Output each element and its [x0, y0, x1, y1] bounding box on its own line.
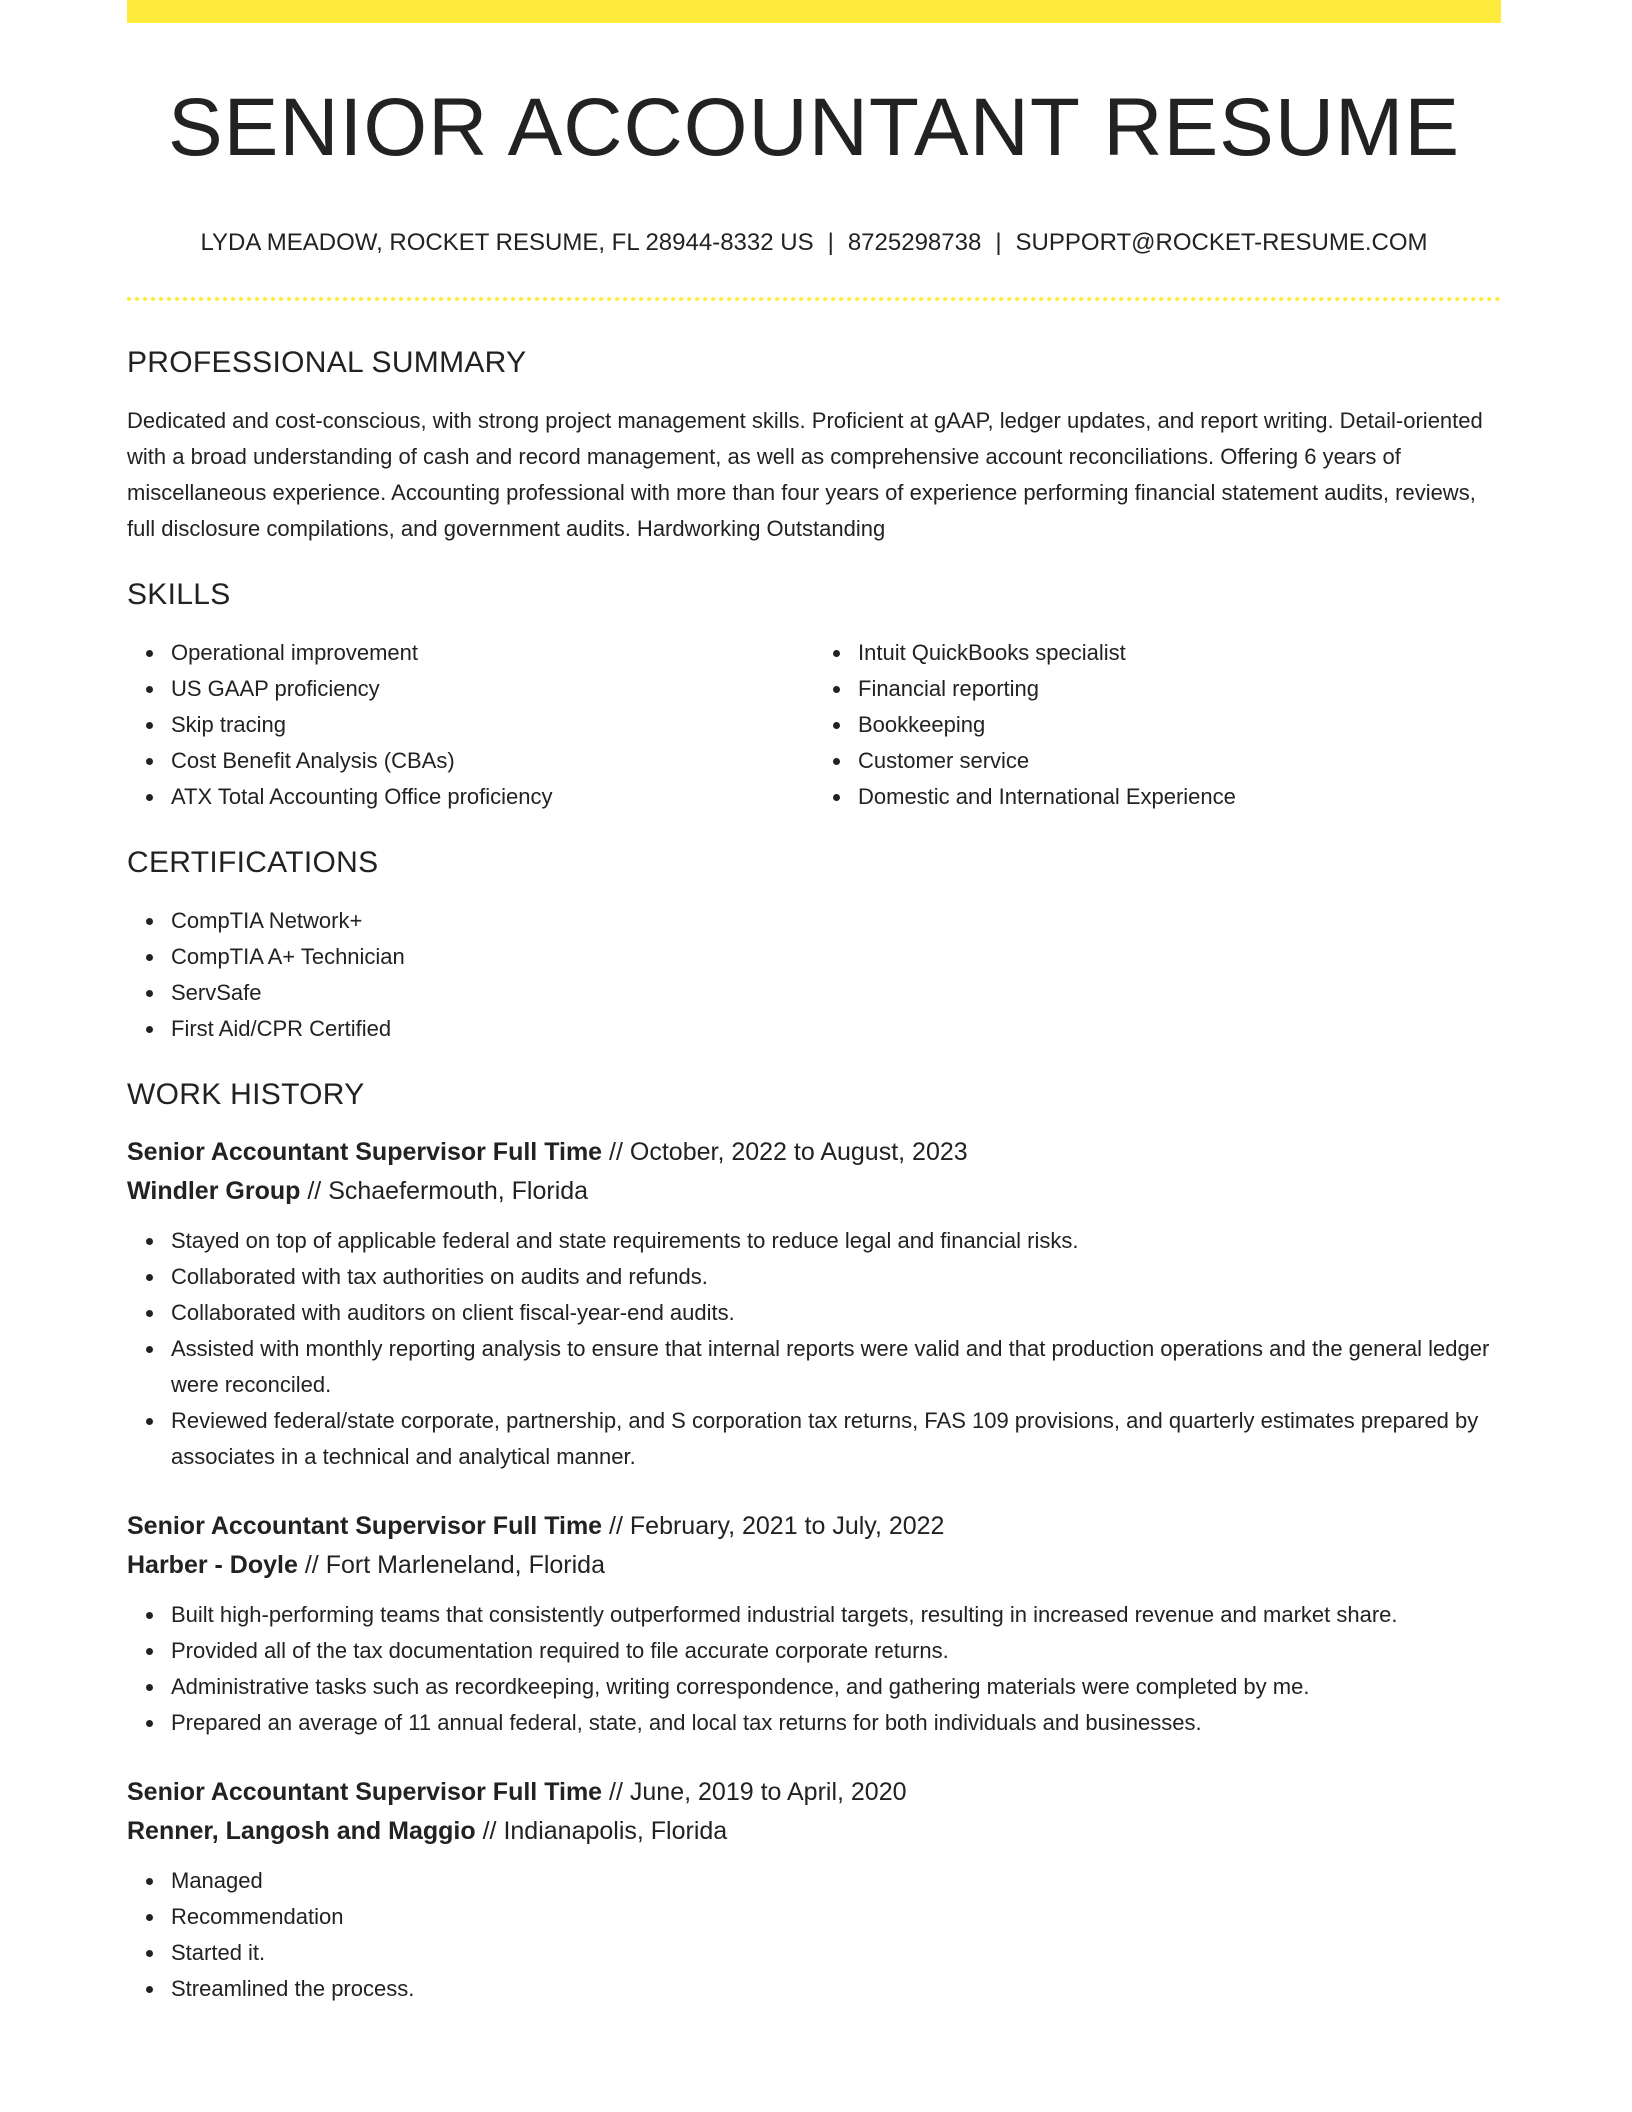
job-bullets: [127, 1223, 1501, 1475]
skills-list-left: [127, 635, 814, 815]
skill-item: Skip tracing: [171, 707, 814, 743]
skill-item: Intuit QuickBooks specialist: [858, 635, 1501, 671]
job-company-line: [127, 1812, 1501, 1851]
job-bullet: Recommendation: [171, 1899, 1501, 1935]
job-title-line: [127, 1133, 1501, 1172]
skill-item: Operational improvement: [171, 635, 814, 671]
contact-address: LYDA MEADOW, ROCKET RESUME, FL 28944-8332 US: [200, 229, 814, 257]
resume-page: [127, 0, 1501, 2007]
job-entry: [127, 1133, 1501, 1475]
job-title: Senior Accountant Supervisor Full Time: [127, 1778, 603, 1807]
skills-columns: [127, 635, 1501, 815]
job-bullet: Administrative tasks such as recordkeeping, writing correspondence, and gathering materials were completed by me.: [171, 1669, 1501, 1705]
summary-text: Dedicated and cost-conscious, with strong project management skills. Proficient at gAAP, ledger updates, and report writing. Detail-oriented with a broad understanding of cash and record management, as well as comprehensive account reconciliations. Offering 6 years of miscellaneous experience. Accounting professional with more than four years of experience performing financial statement audits, reviews, full disclosure compilations, and government audits. Hardworking Outstanding: [127, 408, 1483, 542]
job-company: Windler Group: [127, 1177, 301, 1206]
job-separator: //: [609, 1778, 623, 1807]
contact-separator: |: [995, 229, 1002, 257]
certification-item: CompTIA Network+: [171, 903, 1501, 939]
contact-separator: |: [827, 229, 834, 257]
job-location: Fort Marleneland, Florida: [325, 1551, 605, 1580]
job-bullets: [127, 1863, 1501, 2007]
work-history-heading: WORK HISTORY: [127, 1078, 365, 1112]
accent-top-bar: [127, 0, 1501, 23]
job-location: Schaefermouth, Florida: [328, 1177, 589, 1206]
certifications-list: [127, 903, 1501, 1047]
contact-phone: 8725298738: [847, 229, 982, 257]
certifications-heading: CERTIFICATIONS: [127, 846, 379, 880]
skill-item: ATX Total Accounting Office proficiency: [171, 779, 814, 815]
job-company-line: [127, 1172, 1501, 1211]
job-title-line: [127, 1773, 1501, 1812]
skill-item: Domestic and International Experience: [858, 779, 1501, 815]
job-bullet: Prepared an average of 11 annual federal, state, and local tax returns for both individuals and businesses.: [171, 1705, 1501, 1741]
summary-heading: PROFESSIONAL SUMMARY: [127, 346, 527, 380]
job-company: Harber - Doyle: [127, 1551, 298, 1580]
certification-item: First Aid/CPR Certified: [171, 1011, 1501, 1047]
job-entry: [127, 1507, 1501, 1741]
job-bullets: [127, 1597, 1501, 1741]
contact-email: SUPPORT@ROCKET-RESUME.COM: [1015, 229, 1428, 257]
job-title: Senior Accountant Supervisor Full Time: [127, 1512, 603, 1541]
certification-item: ServSafe: [171, 975, 1501, 1011]
job-separator: //: [609, 1512, 623, 1541]
skill-item: Cost Benefit Analysis (CBAs): [171, 743, 814, 779]
job-company: Renner, Langosh and Maggio: [127, 1817, 476, 1846]
job-title: Senior Accountant Supervisor Full Time: [127, 1138, 603, 1167]
job-title-line: [127, 1507, 1501, 1546]
job-entry: [127, 1773, 1501, 2007]
contact-line: [127, 227, 1501, 259]
job-bullet: Collaborated with auditors on client fiscal-year-end audits.: [171, 1295, 1501, 1331]
job-bullet: Provided all of the tax documentation required to file accurate corporate returns.: [171, 1633, 1501, 1669]
job-location: Indianapolis, Florida: [503, 1817, 728, 1846]
skills-heading: SKILLS: [127, 578, 231, 612]
job-dates: October, 2022 to August, 2023: [629, 1138, 968, 1167]
resume-title: SENIOR ACCOUNTANT RESUME: [167, 82, 1461, 173]
job-company-line: [127, 1546, 1501, 1585]
job-bullet: Assisted with monthly reporting analysis to ensure that internal reports were valid and that production operations and the general ledger were reconciled.: [171, 1331, 1501, 1403]
job-separator: //: [307, 1177, 322, 1206]
skill-item: US GAAP proficiency: [171, 671, 814, 707]
job-bullet: Started it.: [171, 1935, 1501, 1971]
job-separator: //: [482, 1817, 497, 1846]
certification-item: CompTIA A+ Technician: [171, 939, 1501, 975]
skill-item: Financial reporting: [858, 671, 1501, 707]
job-bullet: Stayed on top of applicable federal and state requirements to reduce legal and financial risks.: [171, 1223, 1501, 1259]
job-bullet: Built high-performing teams that consistently outperformed industrial targets, resulting in increased revenue and market share.: [171, 1597, 1501, 1633]
job-dates: June, 2019 to April, 2020: [629, 1778, 907, 1807]
job-bullet: Collaborated with tax authorities on audits and refunds.: [171, 1259, 1501, 1295]
job-separator: //: [609, 1138, 623, 1167]
job-bullet: Reviewed federal/state corporate, partnership, and S corporation tax returns, FAS 109 provisions, and quarterly estimates prepared by associates in a technical and analytical manner.: [171, 1403, 1501, 1475]
job-dates: February, 2021 to July, 2022: [629, 1512, 945, 1541]
job-separator: //: [304, 1551, 319, 1580]
job-bullet: Streamlined the process.: [171, 1971, 1501, 2007]
job-bullet: Managed: [171, 1863, 1501, 1899]
skills-list-right: [814, 635, 1501, 815]
skill-item: Bookkeeping: [858, 707, 1501, 743]
dotted-divider: [127, 297, 1501, 301]
skill-item: Customer service: [858, 743, 1501, 779]
